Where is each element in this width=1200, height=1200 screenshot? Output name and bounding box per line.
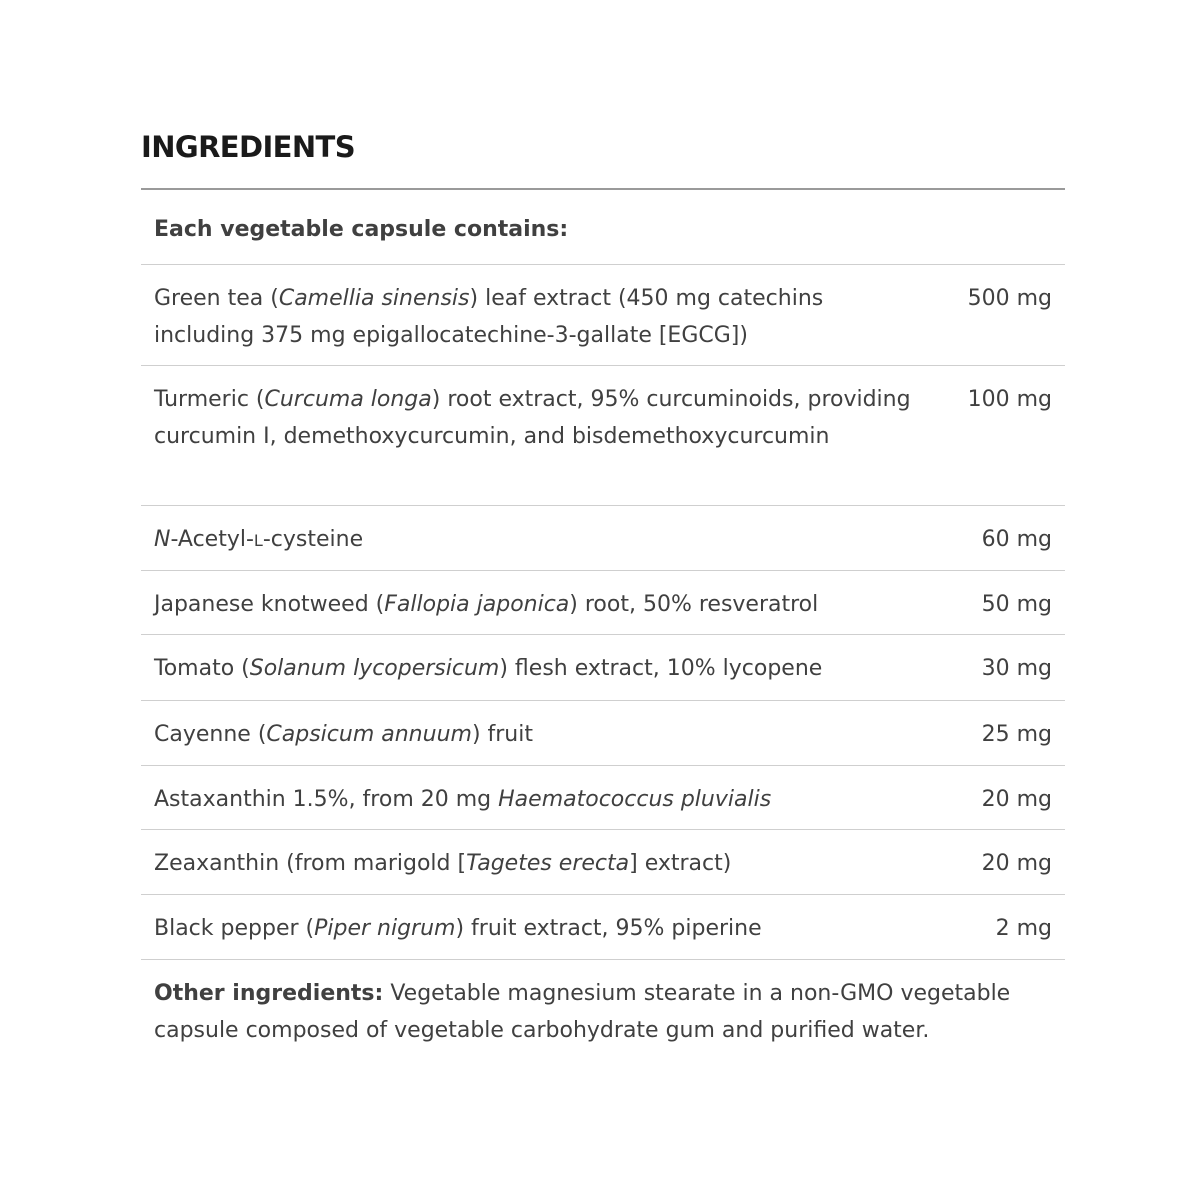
table-row [141, 895, 1065, 960]
page-title: INGREDIENTS [141, 130, 356, 164]
latin-name: Camellia sinensis [278, 286, 470, 311]
table-row [141, 571, 1065, 635]
other-ingredients [141, 960, 1065, 1049]
ingredient-amount: 100 mg [967, 387, 1052, 412]
table-row [141, 506, 1065, 571]
table-row [141, 366, 1065, 506]
table-row [141, 265, 1065, 366]
ingredient-amount: 20 mg [981, 851, 1052, 876]
ingredient-name: Japanese knotweed (Fallopia japonica) root, 50% resveratrol [154, 592, 819, 617]
ingredient-name: Zeaxanthin (from marigold [Tagetes erecta] extract) [154, 851, 732, 876]
ingredient-name: Black pepper (Piper nigrum) fruit extract, 95% piperine [154, 916, 762, 941]
ingredient-name: N-Acetyl-L-cysteine [154, 527, 364, 552]
ingredient-name: Astaxanthin 1.5%, from 20 mg Haematococcus pluvialis [154, 787, 772, 812]
table-row [141, 830, 1065, 895]
other-ingredients-label: Other ingredients: [154, 981, 384, 1006]
table-row [141, 635, 1065, 701]
ingredient-amount: 50 mg [981, 592, 1052, 617]
latin-name: Piper nigrum [314, 916, 456, 941]
latin-name: Fallopia japonica [384, 592, 570, 617]
latin-name: Solanum lycopersicum [249, 656, 500, 681]
latin-name: Tagetes erecta [466, 851, 630, 876]
table-row [141, 766, 1065, 830]
latin-name: Curcuma longa [264, 387, 432, 412]
ingredient-amount: 60 mg [981, 527, 1052, 552]
ingredient-name: Tomato (Solanum lycopersicum) flesh extract, 10% lycopene [154, 656, 823, 681]
ingredient-name: Green tea (Camellia sinensis) leaf extract (450 mg catechins including 375 mg epigallocatechine-3-gallate [EGCG]) [154, 286, 824, 348]
table-header: Each vegetable capsule contains: [141, 190, 1065, 265]
ingredient-name: Cayenne (Capsicum annuum) fruit [154, 722, 533, 747]
ingredient-amount: 2 mg [995, 916, 1052, 941]
latin-name: Capsicum annuum [266, 722, 472, 747]
latin-name: Haematococcus pluvialis [498, 787, 772, 812]
ingredient-amount: 20 mg [981, 787, 1052, 812]
ingredient-name: Turmeric (Curcuma longa) root extract, 95% curcuminoids, providing curcumin I, demethoxycurcumin, and bisdemethoxycurcumin [154, 387, 911, 449]
ingredients-panel [141, 128, 1065, 1049]
chemical-prefix: N [154, 527, 171, 552]
other-ingredients-text: Vegetable magnesium stearate in a non-GMO vegetable capsule composed of vegetable carbohydrate gum and purified water. [154, 981, 1011, 1043]
table-row [141, 701, 1065, 766]
small-caps-prefix: L [253, 531, 263, 550]
ingredient-amount: 500 mg [967, 286, 1052, 311]
ingredient-amount: 25 mg [981, 722, 1052, 747]
ingredient-amount: 30 mg [981, 656, 1052, 681]
